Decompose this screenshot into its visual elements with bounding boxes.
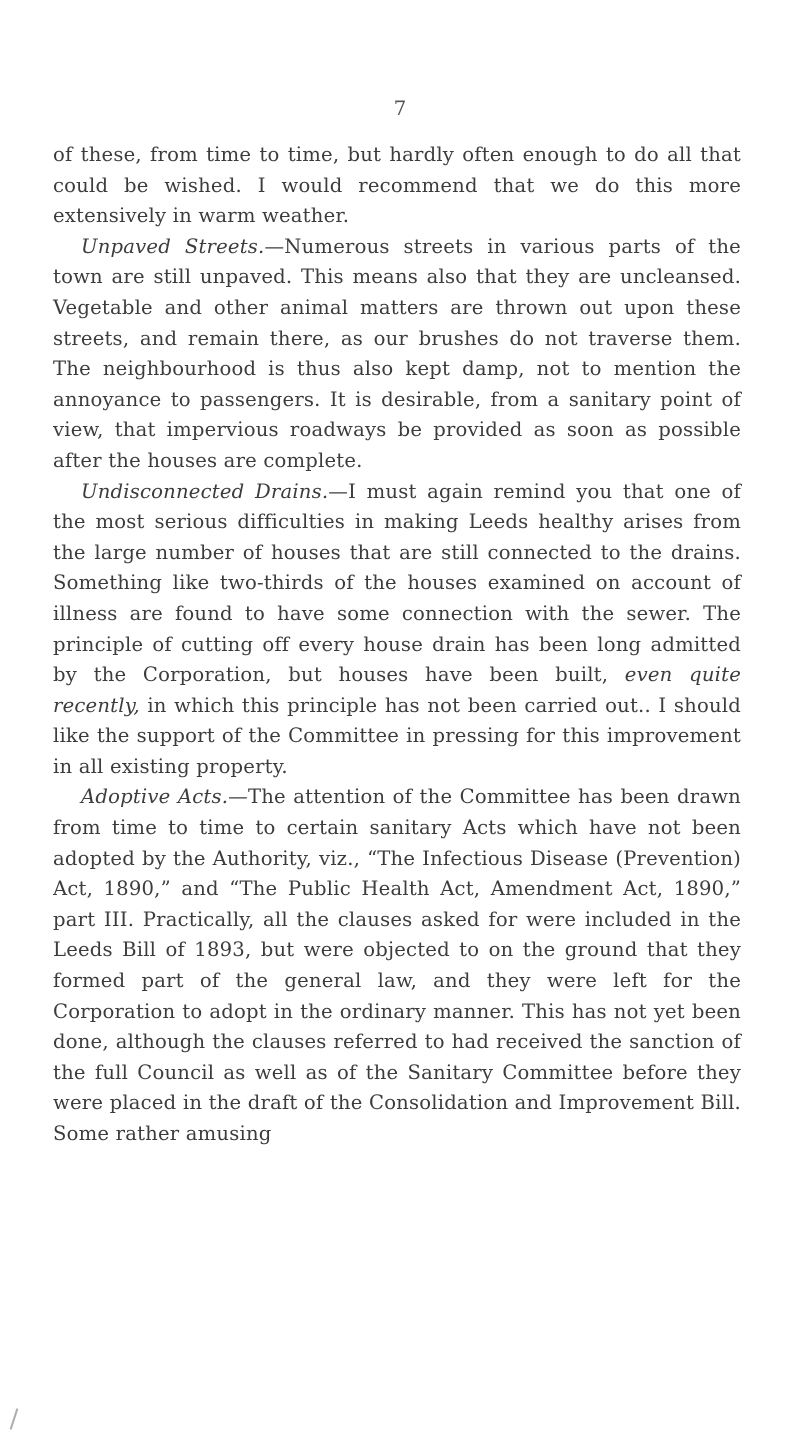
paragraph-text: —Numerous streets in various parts of the town are still unpaved. This means also that they are uncleansed. Vegetable and other animal matters are thrown out upon these streets, and remain there, as our brushes do not traverse them. The neighbourhood is thus also kept damp, not to mention the annoyance to passengers. It is desirable, from a sanitary point of view, that impervious roadways be provided as soon as possible after the houses are complete.	[53, 234, 741, 472]
paragraph-text: —The attention of the Committee has been drawn from time to time to certain sanitary Acts which have not been adopted by the Authority, viz., “The Infectious Disease (Prevention) Act, 1890,” and “The Public Health Act, Amendment Act, 1890,” part III. Practically, all the clauses asked for were included in the Leeds Bill of 1893, but were objected to on the ground that they formed part of the general law, and they were left for the Corporation to adopt in the ordinary manner. This has not yet been done, although the clauses referred to had received the sanction of the full Council as well as of the Sanitary Committee before they were placed in the draft of the Consolidation and Improvement Bill. Some rather amusing	[53, 785, 741, 1145]
paragraph-text: —I must again remind you that one of the most serious difficulties in making Leeds healthy arises from the large number of houses that are still connected to the drains. Something like two-thirds of the houses examined on account of illness are found to have some connection with the sewer. The principle of cutting off every house drain has been long admitted by the Corporation, but houses have been built,	[53, 479, 741, 687]
paragraph-unpaved-streets	[53, 232, 741, 477]
paragraph-adoptive-acts	[53, 782, 741, 1149]
paragraph-text: of these, from time to time, but hardly often enough to do all that could be wished. I would recommend that we do this more extensively in warm weather.	[53, 143, 741, 228]
body-text	[53, 140, 741, 1150]
paragraph-text: in which this principle has not been carried out.. I should like the support of the Committee in pressing for this improvement in all existing property.	[53, 693, 741, 778]
section-heading: Adoptive Acts.	[81, 785, 229, 809]
page-number: 7	[393, 96, 407, 120]
paragraph-undisconnected-drains	[53, 477, 741, 783]
paragraph-continuation	[53, 140, 741, 232]
section-heading: Unpaved Streets.	[81, 234, 265, 258]
margin-mark	[10, 1408, 19, 1430]
emphasized-text: even quite recently,	[53, 663, 741, 717]
section-heading: Undisconnected Drains.	[81, 479, 329, 503]
